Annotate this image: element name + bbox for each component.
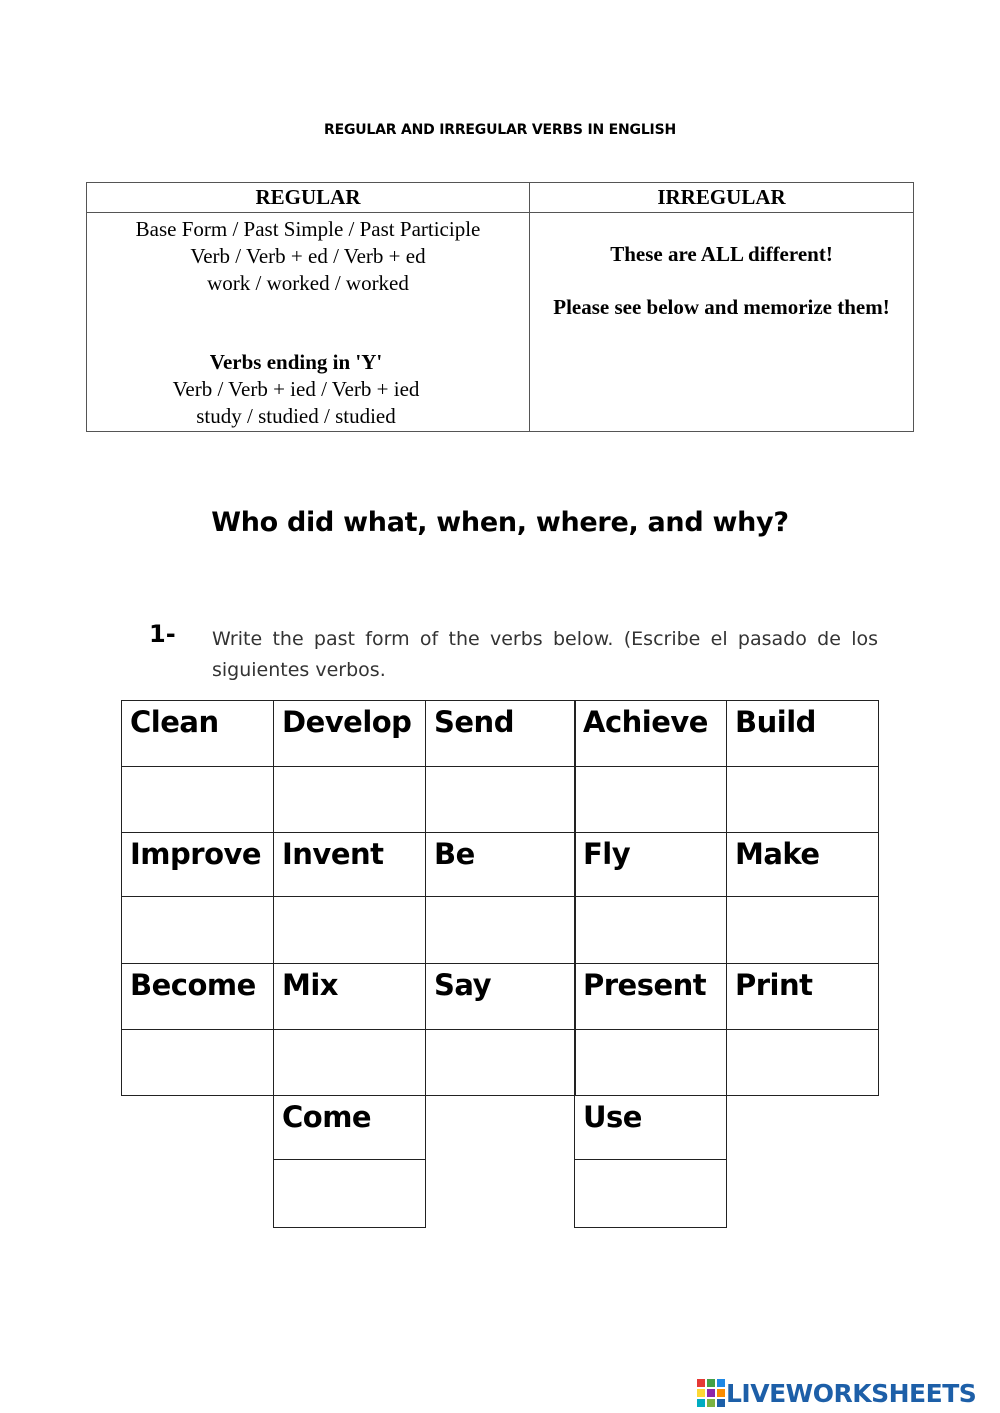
- answer-cell[interactable]: [121, 896, 274, 964]
- irregular-note: These are ALL different!: [610, 242, 833, 266]
- regular-cell: [87, 213, 530, 432]
- regular-header: REGULAR: [87, 183, 530, 213]
- regular-example-line: work / worked / worked: [207, 271, 409, 295]
- liveworksheets-logo-icon: [697, 1379, 725, 1407]
- brand-name: LIVEWORKSHEETS: [726, 1378, 977, 1408]
- answer-cell[interactable]: [574, 896, 727, 964]
- answer-cell[interactable]: [726, 1029, 879, 1096]
- answer-cell[interactable]: [425, 766, 576, 833]
- verb-cell: Fly: [574, 832, 727, 897]
- answer-cell[interactable]: [273, 1029, 426, 1096]
- irregular-cell: [530, 213, 914, 432]
- verb-cell: Make: [726, 832, 879, 897]
- verb-cell: Send: [425, 700, 576, 767]
- answer-cell[interactable]: [726, 896, 879, 964]
- y-example-line: study / studied / studied: [196, 404, 396, 428]
- verb-cell: Improve: [121, 832, 274, 897]
- regular-rule-line: Base Form / Past Simple / Past Participle: [135, 217, 481, 241]
- irregular-instruction: Please see below and memorize them!: [553, 295, 890, 319]
- verb-cell: Achieve: [574, 700, 727, 767]
- regular-rule-line: Verb / Verb + ed / Verb + ed: [190, 244, 426, 268]
- answer-cell[interactable]: [121, 766, 274, 833]
- verb-cell: Build: [726, 700, 879, 767]
- liveworksheets-brand: [697, 1378, 976, 1408]
- verb-cell: Become: [121, 963, 274, 1030]
- y-verbs-heading: Verbs ending in 'Y': [209, 350, 383, 374]
- section-subtitle: Who did what, when, where, and why?: [211, 507, 789, 538]
- answer-cell[interactable]: [574, 1029, 727, 1096]
- verb-cell: Say: [425, 963, 576, 1030]
- document-title: REGULAR AND IRREGULAR VERBS IN ENGLISH: [324, 122, 676, 138]
- answer-cell[interactable]: [425, 896, 576, 964]
- answer-cell[interactable]: [726, 766, 879, 833]
- verb-cell: Clean: [121, 700, 274, 767]
- verb-cell: Print: [726, 963, 879, 1030]
- exercise-number: 1-: [149, 620, 176, 648]
- answer-cell[interactable]: [273, 896, 426, 964]
- answer-cell[interactable]: [574, 766, 727, 833]
- y-rule-line: Verb / Verb + ied / Verb + ied: [172, 377, 420, 401]
- answer-cell[interactable]: [273, 1159, 426, 1228]
- verb-rules-table: [86, 182, 914, 432]
- verb-cell: Present: [574, 963, 727, 1030]
- verb-cell: Be: [425, 832, 576, 897]
- verb-cell: Invent: [273, 832, 426, 897]
- verb-cell: Develop: [273, 700, 426, 767]
- answer-cell[interactable]: [574, 1159, 727, 1228]
- exercise-instruction: Write the past form of the verbs below. (Escribe el pasado de los siguientes verbos.: [212, 628, 878, 681]
- verb-cell: Mix: [273, 963, 426, 1030]
- verb-cell: Come: [273, 1095, 426, 1160]
- irregular-header: IRREGULAR: [530, 183, 914, 213]
- answer-cell[interactable]: [425, 1029, 576, 1096]
- answer-cell[interactable]: [121, 1029, 274, 1096]
- verb-cell: Use: [574, 1095, 727, 1160]
- answer-cell[interactable]: [273, 766, 426, 833]
